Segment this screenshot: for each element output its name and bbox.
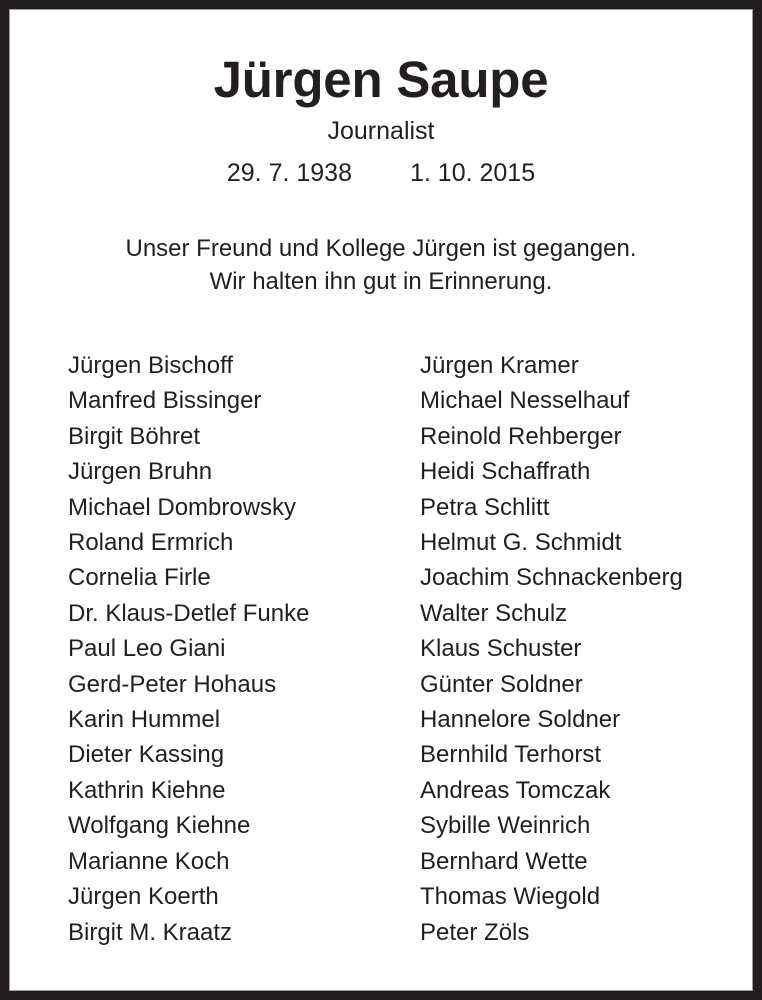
mourners-column-left	[68, 348, 420, 950]
mourner-name: Cornelia Firle	[68, 564, 211, 592]
mourner-name: Helmut G. Schmidt	[420, 529, 622, 557]
date-of-birth: 29. 7. 1938	[226, 159, 352, 187]
mourner-name: Bernhild Terhorst	[420, 741, 601, 769]
mourner-name: Peter Zöls	[420, 918, 530, 946]
mourner-name: Paul Leo Giani	[68, 635, 226, 663]
mourner-name: Walter Schulz	[420, 599, 568, 627]
mourner-name: Kathrin Kiehne	[68, 776, 226, 804]
memorial-message	[10, 186, 752, 298]
life-dates	[10, 144, 752, 186]
mourner-name: Michael Nesselhauf	[420, 387, 630, 415]
mourner-name: Manfred Bissinger	[68, 387, 262, 415]
mourner-name: Gerd-Peter Hohaus	[68, 670, 277, 698]
mourner-name: Reinold Rehberger	[420, 422, 622, 450]
mourner-name: Jürgen Koerth	[68, 883, 219, 911]
date-of-death: 1. 10. 2015	[410, 159, 536, 187]
mourner-name: Klaus Schuster	[420, 635, 582, 663]
mourner-name: Andreas Tomczak	[420, 776, 611, 804]
obituary-header	[10, 10, 752, 186]
mourner-name: Petra Schlitt	[420, 493, 550, 521]
mourners-list	[10, 348, 752, 950]
mourner-name: Birgit Böhret	[68, 422, 201, 450]
mourner-name: Heidi Schaffrath	[420, 458, 591, 486]
mourner-name: Thomas Wiegold	[420, 883, 601, 911]
mourner-name: Bernhard Wette	[420, 847, 588, 875]
memorial-line-2: Wir halten ihn gut in Erinnerung.	[209, 268, 553, 295]
mourner-name: Sybille Weinrich	[420, 812, 591, 840]
obituary-card	[9, 9, 753, 991]
mourner-name: Karin Hummel	[68, 706, 221, 734]
mourner-name: Jürgen Bruhn	[68, 458, 213, 486]
memorial-line-1: Unser Freund und Kollege Jürgen ist gegangen.	[125, 235, 637, 262]
mourner-name: Dieter Kassing	[68, 741, 225, 769]
mourner-name: Michael Dombrowsky	[68, 493, 297, 521]
deceased-profession: Journalist	[327, 117, 435, 145]
mourner-name: Jürgen Bischoff	[68, 352, 233, 379]
mourner-name: Birgit M. Kraatz	[68, 918, 233, 946]
mourner-name: Wolfgang Kiehne	[68, 812, 251, 840]
mourner-name: Marianne Koch	[68, 847, 230, 875]
deceased-name: Jürgen Saupe	[213, 51, 549, 108]
mourner-name: Hannelore Soldner	[420, 706, 621, 734]
mourner-name: Roland Ermrich	[68, 529, 234, 557]
mourner-name: Joachim Schnackenberg	[420, 564, 683, 592]
mourner-name: Jürgen Kramer	[420, 352, 579, 379]
mourner-name: Dr. Klaus-Detlef Funke	[68, 599, 310, 627]
mourners-column-right	[420, 348, 762, 950]
mourner-name: Günter Soldner	[420, 670, 583, 698]
